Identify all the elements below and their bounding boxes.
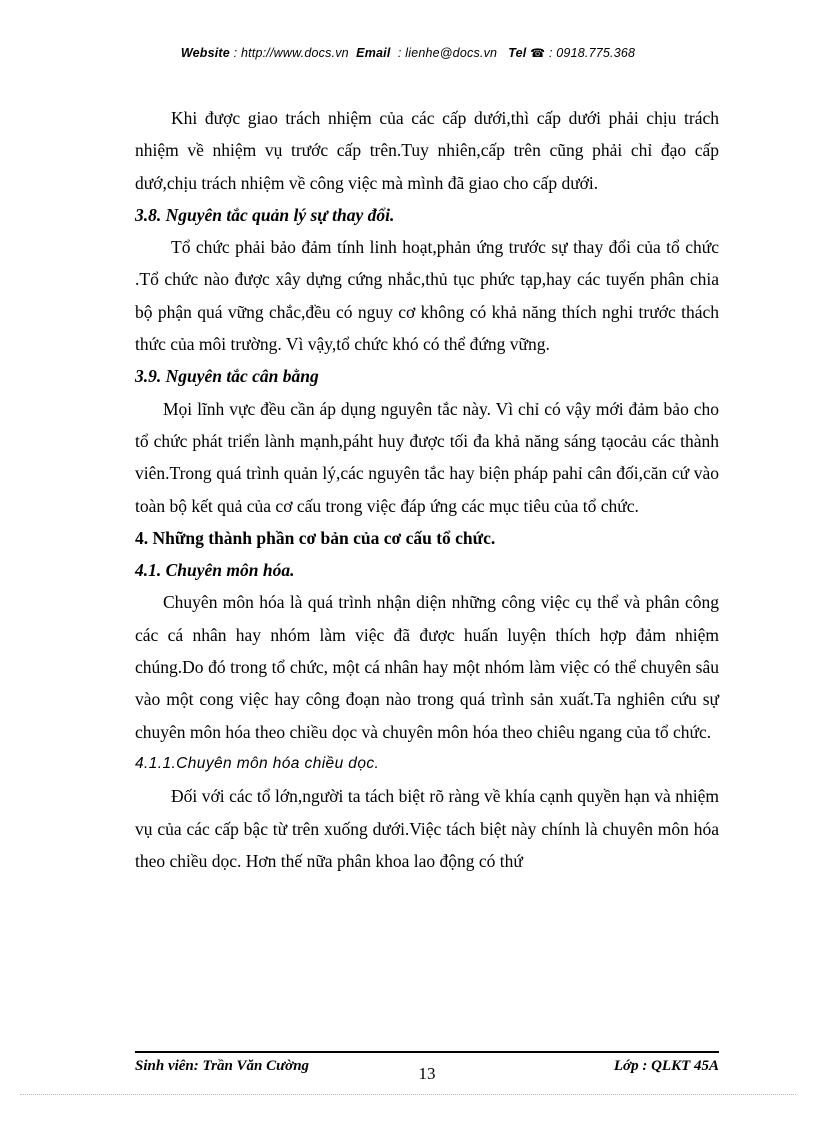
- page-header: [0, 46, 816, 60]
- website-label: Website: [180, 46, 230, 60]
- paragraph-responsibility: Khi được giao trách nhiệm của các cấp dưới,thì cấp dưới phải chịu trách nhiệm về nhiệm vụ trước cấp trên.Tuy nhiên,cấp trên cũng phải chỉ đạo cấp dướ,chịu trách nhiệm về công việc mà mình đã giao cho cấp dưới.: [135, 108, 719, 193]
- heading-3-8: 3.8. Nguyên tắc quản lý sự thay đổi.: [135, 204, 395, 225]
- page-body: [135, 102, 719, 877]
- heading-3-9: 3.9. Nguyên tắc cân bằng: [135, 366, 319, 387]
- email-address[interactable]: : lienhe@docs.vn: [397, 46, 498, 60]
- page-edge-divider: [20, 1094, 796, 1095]
- phone-icon: ☎: [530, 46, 546, 60]
- page-number: 13: [418, 1064, 436, 1083]
- heading-4-1: 4.1. Chuyên môn hóa.: [135, 560, 295, 581]
- footer-divider: [135, 1051, 719, 1053]
- tel-number: : 0918.775.368: [548, 46, 636, 60]
- heading-4: 4. Những thành phần cơ bản của cơ cấu tổ chức.: [135, 527, 496, 548]
- paragraph-change-management: Tổ chức phải bảo đảm tính linh hoạt,phản ứng trước sự thay đổi của tổ chức .Tổ chức nào được xây dựng cứng nhắc,thủ tục phức tạp,hay các tuyến phân chia bộ phận quá vững chắc,đều có nguy cơ không có khả năng thích nghi trước thách thức của môi trường. Vì vậy,tổ chức khó có thể đứng vững.: [135, 237, 719, 355]
- paragraph-vertical-specialization: Đối với các tổ lớn,người ta tách biệt rõ ràng về khía cạnh quyền hạn và nhiệm vụ của các cấp bậc từ trên xuống dưới.Việc tách biệt này chính là chuyên môn hóa theo chiều dọc. Hơn thế nữa phân khoa lao động có thứ: [135, 786, 719, 871]
- page-footer: [135, 1058, 719, 1082]
- website-url[interactable]: : http://www.docs.vn: [233, 46, 349, 60]
- tel-label: Tel: [508, 46, 527, 60]
- email-label: Email: [356, 46, 391, 60]
- paragraph-specialization: Chuyên môn hóa là quá trình nhận diện những công việc cụ thể và phân công các cá nhân hay nhóm làm việc đã được huấn luyện thích hợp đảm nhiệm chúng.Do đó trong tổ chức, một cá nhân hay một nhóm làm việc có thể chuyên sâu vào một cong việc hay công đoạn nào trong quá trình sản xuất.Ta nghiên cứu sự chuyên môn hóa theo chiều dọc và chuyên môn hóa theo chiêu ngang của tổ chức.: [135, 592, 719, 742]
- footer-student: Sinh viên: Trần Văn Cường: [135, 1058, 310, 1074]
- heading-4-1-1: 4.1.1.Chuyên môn hóa chiều dọc.: [135, 754, 380, 772]
- footer-class: Lớp : QLKT 45A: [613, 1058, 719, 1074]
- paragraph-balance: Mọi lĩnh vực đều cần áp dụng nguyên tắc này. Vì chỉ có vậy mới đảm bảo cho tổ chức phát triển lành mạnh,páht huy được tối đa khả năng sáng tạocảu các thành viên.Trong quá trình quản lý,các nguyên tắc hay biện pháp pahỉ cân đối,căn cứ vào toàn bộ kết quả của cơ cấu trong việc đáp ứng các mục tiêu của tổ chức.: [135, 398, 719, 516]
